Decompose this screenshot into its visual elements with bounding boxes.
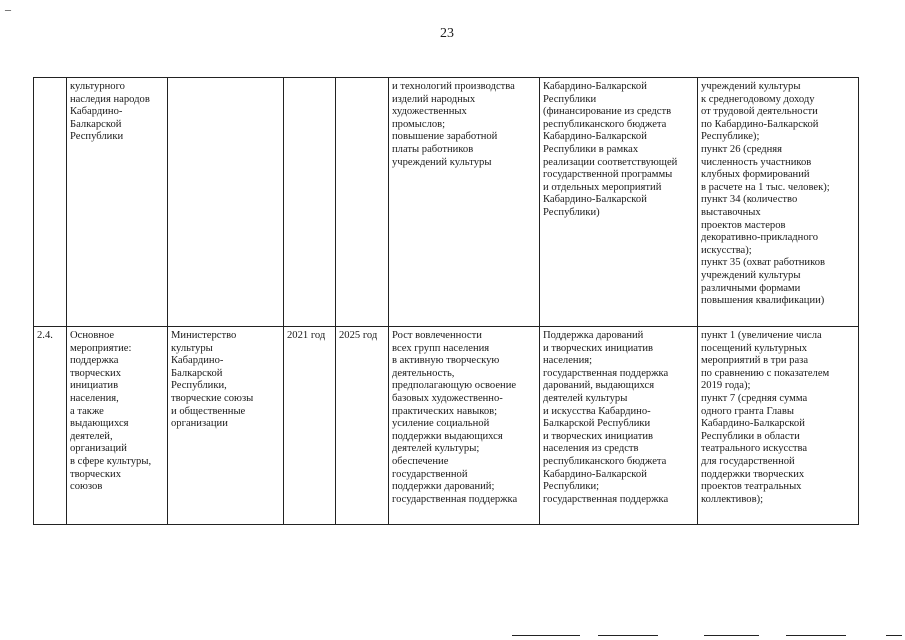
- cell-end-year: [336, 78, 389, 327]
- cell-executor: [168, 78, 284, 327]
- cell-expected-result: Рост вовлеченности всех групп населения в активную творческую деятельность, предполагающую освоение базовых художественно- практических навыков; усиление социальной поддержки выдающихся деятелей культуры; обеспечение государственной поддержки дарований; государственная поддержка: [389, 327, 540, 525]
- footer-line: [886, 635, 902, 636]
- cell-start-year: [284, 78, 336, 327]
- cell-start-year: 2021 год: [284, 327, 336, 525]
- cell-event-name: Основное мероприятие: поддержка творческих инициатив населения, а также выдающихся деятелей, организаций в сфере культуры, творческих союзов: [67, 327, 168, 525]
- cell-indicators: учреждений культуры к среднегодовому доходу от трудовой деятельности по Кабардино-Балкарской Республике); пункт 26 (средняя численность участников клубных формирований в расчете на 1 тыс. человек); пункт 34 (количество выставочных проектов мастеров декоративно-прикладного искусства); пункт 35 (охват работников учреждений культуры различными формами повышения квалификации): [698, 78, 859, 327]
- cell-main-directions: Поддержка дарований и творческих инициатив населения; государственная поддержка дарований, выдающихся деятелей культуры и искусства Кабардино- Балкарской Республики и творческих инициатив населения из средств республиканского бюджета Кабардино-Балкарской Республики; государственная поддержка: [540, 327, 698, 525]
- table-row: [34, 327, 859, 525]
- table-row: [34, 78, 859, 327]
- cell-main-directions: Кабардино-Балкарской Республики (финансирование из средств республиканского бюджета Кабардино-Балкарской Республики в рамках реализации соответствующей государственной программы и отдельных мероприятий Кабардино-Балкарской Республики): [540, 78, 698, 327]
- cell-executor: Министерство культуры Кабардино- Балкарской Республики, творческие союзы и общественные организации: [168, 327, 284, 525]
- cell-event-name: культурного наследия народов Кабардино- Балкарской Республики: [67, 78, 168, 327]
- footer-line: [704, 635, 759, 636]
- cell-end-year: 2025 год: [336, 327, 389, 525]
- cell-expected-result: и технологий производства изделий народных художественных промыслов; повышение заработной платы работников учреждений культуры: [389, 78, 540, 327]
- cell-number: [34, 78, 67, 327]
- corner-mark: –: [5, 2, 11, 16]
- footer-line: [512, 635, 580, 636]
- cell-indicators: пункт 1 (увеличение числа посещений культурных мероприятий в три раза по сравнению с показателем 2019 года); пункт 7 (средняя сумма одного гранта Главы Кабардино-Балкарской Республики в области театрального искусства для государственной поддержки творческих проектов театральных коллективов);: [698, 327, 859, 525]
- footer-line: [598, 635, 658, 636]
- page-number: 23: [440, 26, 454, 41]
- cell-number: 2.4.: [34, 327, 67, 525]
- footer-line: [786, 635, 846, 636]
- program-table: [33, 77, 859, 525]
